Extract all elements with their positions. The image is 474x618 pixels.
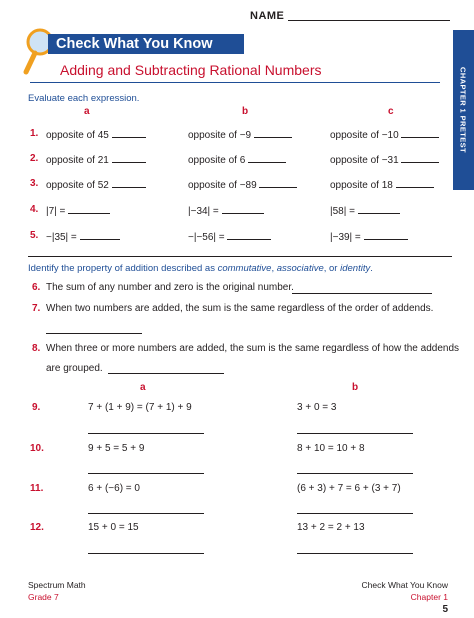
question-number: 8. [32,343,41,354]
answer-blank[interactable] [364,230,408,240]
question-number: 7. [32,303,41,314]
question-number: 12. [30,522,44,533]
expression: opposite of −89 [188,180,257,191]
page-subtitle: Adding and Subtracting Rational Numbers [60,62,322,78]
expression: |−34| = [188,206,219,217]
answer-blank[interactable] [401,128,439,138]
expression: opposite of −31 [330,155,399,166]
question-number: 1. [30,128,39,139]
equation: 9 + 5 = 5 + 9 [88,443,145,454]
answer-blank[interactable] [112,178,146,188]
answer-blank[interactable] [297,512,413,514]
divider [30,82,440,83]
answer-blank[interactable] [88,552,204,554]
part1-instruction: Evaluate each expression. [28,93,140,104]
answer-blank[interactable] [254,128,292,138]
expression: −|−56| = [188,232,225,243]
separator: , or [323,263,341,274]
question-number: 5. [30,230,39,241]
equation: 15 + 0 = 15 [88,522,139,533]
question-6-text: The sum of any number and zero is the original number. [46,282,294,293]
list-item [46,204,110,217]
divider [28,256,452,257]
list-item [188,153,286,166]
answer-blank[interactable] [112,153,146,163]
expression: opposite of 6 [188,155,246,166]
equation: 6 + (−6) = 0 [88,483,140,494]
list-item [46,128,146,141]
equation: 3 + 0 = 3 [297,402,337,413]
answer-blank[interactable] [248,153,286,163]
expression: opposite of 52 [46,180,109,191]
term-commutative: commutative [217,263,272,274]
expression: opposite of 45 [46,130,109,141]
list-item [46,230,120,243]
section-banner [48,34,244,54]
list-item [330,230,408,243]
answer-blank[interactable] [297,552,413,554]
answer-blank[interactable] [80,230,120,240]
answer-blank[interactable] [112,128,146,138]
question-number: 10. [30,443,44,454]
instruction-text: Identify the property of addition described as [28,263,218,274]
answer-blank[interactable] [88,512,204,514]
footer-chapter: Chapter 1 [410,592,448,602]
answer-blank[interactable] [297,472,413,474]
list-item [188,204,264,217]
question-number: 3. [30,178,39,189]
expression: opposite of 18 [330,180,393,191]
footer-book: Spectrum Math [28,580,86,590]
banner-title: Check What You Know [56,36,213,52]
list-item [46,178,146,191]
list-item [46,153,146,166]
question-number: 11. [30,483,44,494]
column-header-a: a [140,382,146,393]
answer-blank[interactable] [297,432,413,434]
expression: opposite of 21 [46,155,109,166]
equation: 7 + (1 + 9) = (7 + 1) + 9 [88,402,192,413]
list-item [188,178,297,191]
term-identity: identity [340,263,371,274]
list-item [188,230,271,243]
answer-blank[interactable] [108,372,224,374]
answer-blank[interactable] [259,178,297,188]
name-label: NAME [250,10,285,22]
instruction-end: . [370,263,373,274]
column-header-a: a [84,106,90,117]
question-number: 6. [32,282,41,293]
list-item [188,128,292,141]
column-header-b: b [242,106,249,117]
list-item [330,178,434,191]
equation: 13 + 2 = 2 + 13 [297,522,365,533]
question-8-text: When three or more numbers are added, the sum is the same regardless of how the addends [46,343,460,354]
expression: |58| = [330,206,355,217]
answer-blank[interactable] [88,472,204,474]
list-item [330,153,439,166]
question-8-text-cont: are grouped. [46,363,103,374]
side-tab-label: CHAPTER 1 PRETEST [458,67,468,153]
column-header-b: b [352,382,359,393]
answer-blank[interactable] [396,178,434,188]
question-7-text: When two numbers are added, the sum is the same regardless of the order of addends. [46,303,434,314]
answer-blank[interactable] [46,332,142,334]
expression: opposite of −10 [330,130,399,141]
answer-blank[interactable] [401,153,439,163]
name-field[interactable] [288,20,450,21]
equation: (6 + 3) + 7 = 6 + (3 + 7) [297,483,401,494]
question-number: 4. [30,204,39,215]
separator: , [271,263,277,274]
answer-blank[interactable] [227,230,271,240]
expression: |7| = [46,206,66,217]
expression: −|35| = [46,232,77,243]
list-item [330,128,439,141]
answer-blank[interactable] [88,432,204,434]
part2-instruction [28,263,373,274]
column-header-c: c [388,106,394,117]
question-number: 2. [30,153,39,164]
answer-blank[interactable] [68,204,110,214]
answer-blank[interactable] [222,204,264,214]
footer-grade: Grade 7 [28,592,59,602]
answer-blank[interactable] [292,292,432,294]
page-number: 5 [442,604,448,615]
term-associative: associative [276,263,324,274]
answer-blank[interactable] [358,204,400,214]
question-number: 9. [32,402,41,413]
expression: opposite of −9 [188,130,252,141]
expression: |−39| = [330,232,361,243]
equation: 8 + 10 = 10 + 8 [297,443,365,454]
footer-section: Check What You Know [361,580,448,590]
list-item [330,204,400,217]
